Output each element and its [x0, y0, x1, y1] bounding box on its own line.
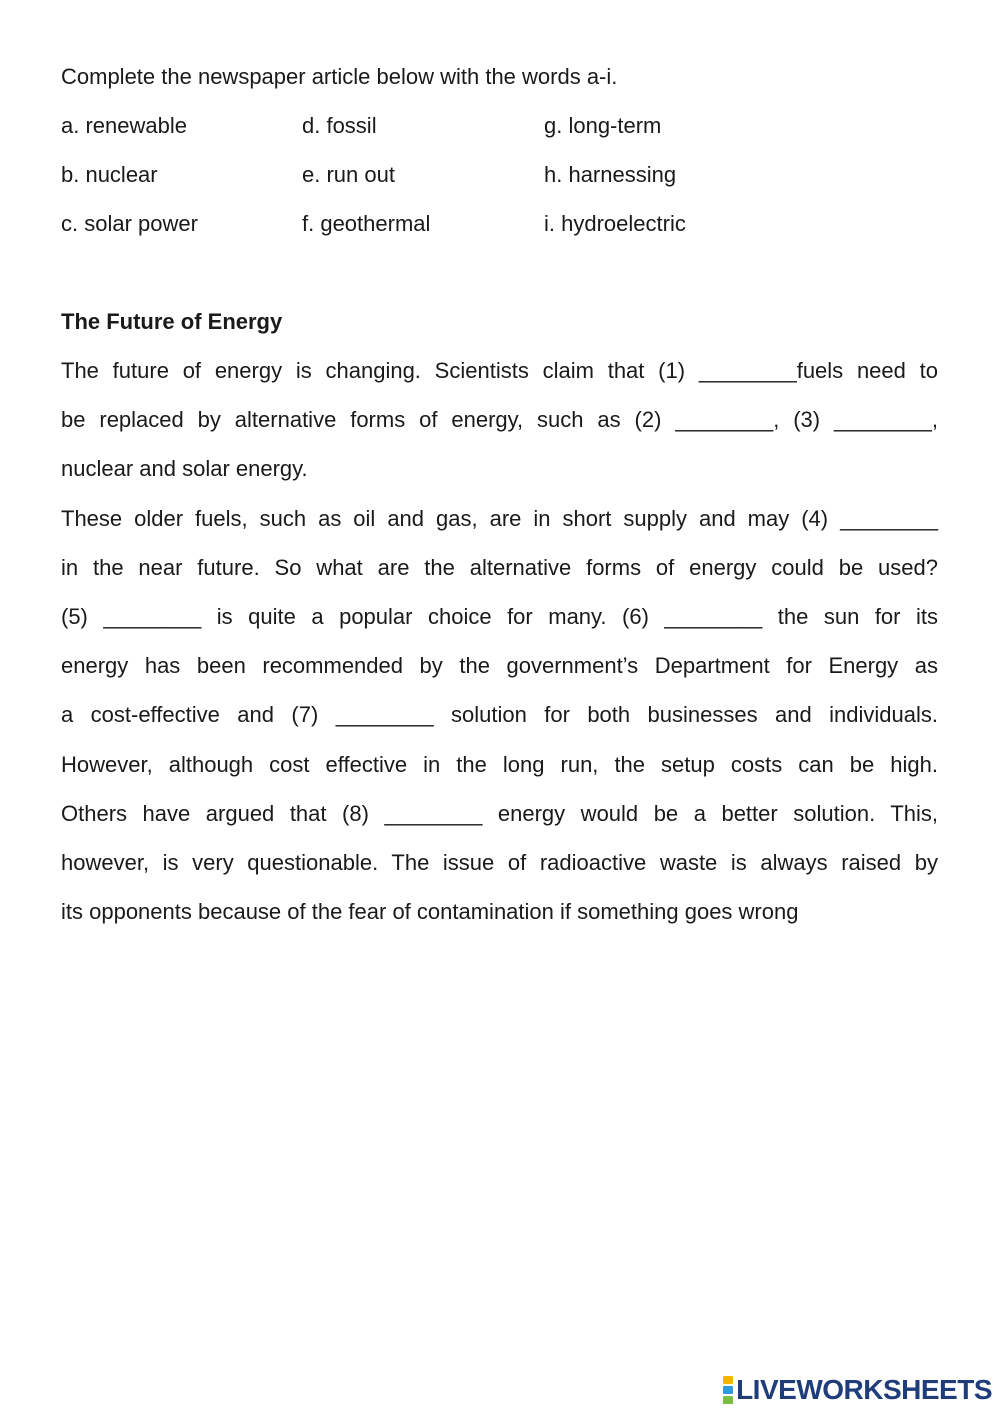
word-option: h. harnessing — [544, 162, 677, 187]
article-line: These older fuels, such as oil and gas, are in short supply and may (4) ________ — [61, 505, 938, 531]
word-option: b. nuclear — [61, 162, 158, 187]
word-option: g. long-term — [544, 113, 662, 138]
article-line: (5) ________ is quite a popular choice for many. (6) ________ the sun for its — [61, 603, 938, 629]
word-option: f. geothermal — [302, 211, 431, 236]
word-option: i. hydroelectric — [544, 211, 686, 236]
article-line: The future of energy is changing. Scientists claim that (1) ________fuels need to — [61, 358, 938, 383]
instruction-text: Complete the newspaper article below with the words a-i. — [61, 64, 618, 89]
article-line: a cost-effective and (7) ________ solution for both businesses and individuals. — [61, 702, 938, 728]
liveworksheets-logo — [723, 1373, 992, 1407]
word-option: c. solar power — [61, 211, 198, 236]
word-option: a. renewable — [61, 113, 187, 138]
article-line: be replaced by alternative forms of energy, such as (2) ________, (3) ________, — [61, 407, 938, 433]
article-body — [61, 356, 938, 946]
word-bank-row — [61, 160, 961, 209]
article-line: in the near future. So what are the alternative forms of energy could be used? — [61, 554, 938, 580]
article-line: energy has been recommended by the government’s Department for Energy as — [61, 653, 938, 679]
word-option: e. run out — [302, 162, 395, 187]
word-bank-row — [61, 111, 961, 160]
logo-text: LIVEWORKSHEETS — [736, 1374, 992, 1405]
word-bank-row — [61, 209, 961, 258]
article-line: however, is very questionable. The issue of radioactive waste is always raised by — [61, 849, 938, 875]
article-line: its opponents because of the fear of contamination if something goes wrong — [61, 899, 799, 925]
word-option: d. fossil — [302, 113, 377, 138]
article-line: nuclear and solar energy. — [61, 456, 308, 482]
article-line: Others have argued that (8) ________ energy would be a better solution. This, — [61, 800, 938, 826]
article-title: The Future of Energy — [61, 309, 283, 334]
article-line: However, although cost effective in the long run, the setup costs can be high. — [61, 751, 938, 777]
liveworksheets-logo-icon — [723, 1375, 733, 1405]
word-bank — [61, 111, 961, 258]
